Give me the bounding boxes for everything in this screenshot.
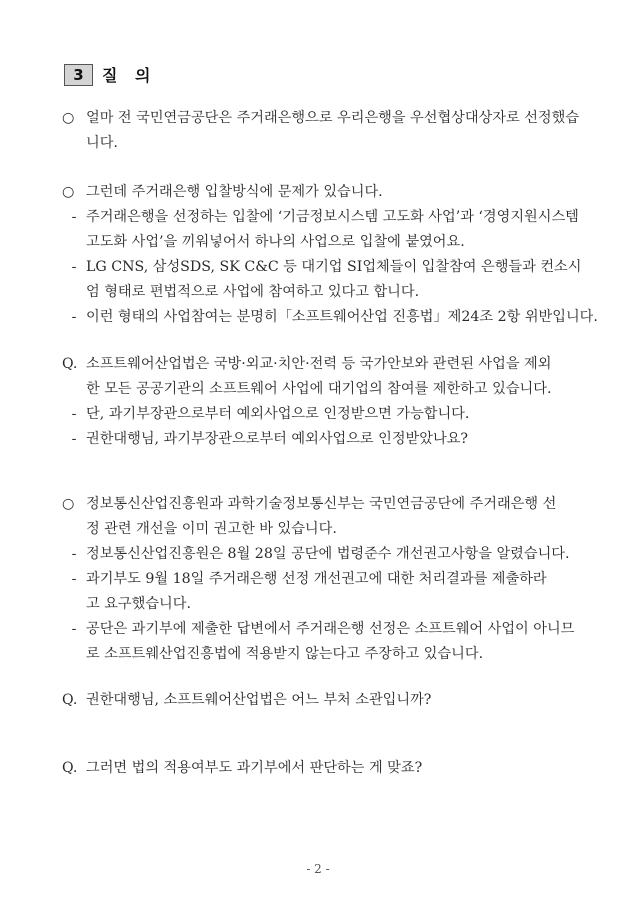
paragraph-line: ○ 그런데 주거래은행 입찰방식에 문제가 있습니다. [62,184,383,200]
question-line: Q. 소프트웨어산업법은 국방·외교·치안·전력 등 국가안보와 관련된 사업을 제외 [62,356,552,372]
paragraph-line: ○ 얼마 전 국민연금공단은 주거래은행으로 우리은행을 우선협상대상자로 선정했습 [62,110,580,126]
sub-item-line: 고도화 사업’을 끼워넣어서 하나의 사업으로 입찰에 붙였어요. [86,234,465,250]
sub-item-line: 엄 형태로 편법적으로 사업에 참여하고 있다고 합니다. [86,284,420,300]
sub-item-line: - 정보통신산업진흥원은 8월 28일 공단에 법령준수 개선권고사항을 알렸습니다. [62,544,570,564]
question-line: 한 모든 공공기관의 소프트웨어 사업에 대기업의 참여를 제한하고 있습니다. [86,381,552,397]
dash-bullet-icon: - [71,309,77,325]
section-heading [64,63,156,86]
section-number-box: 3 [64,64,93,86]
sub-item-line: - 주거래은행을 선정하는 입찰에 ‘기금정보시스템 고도화 사업’과 ‘경영지원시스템 [62,207,579,227]
dash-bullet-icon: - [71,406,77,422]
paragraph-line: 정 관련 개선을 이미 권고한 바 있습니다. [86,521,337,537]
question-line: Q. 권한대행님, 소프트웨어산업법은 어느 부처 소관입니까? [62,692,432,708]
dash-bullet-icon: - [71,209,77,225]
question-marker: Q. [62,760,78,776]
page-number: - 2 - [306,862,330,876]
dash-bullet-icon: - [71,546,77,562]
dash-bullet-icon: - [71,621,77,637]
sub-item-line: 고 요구했습니다. [86,596,191,612]
sub-item-line: - 공단은 과기부에 제출한 답변에서 주거래은행 선정은 소프트웨어 사업이 아니므 [62,619,574,639]
sub-item-line: - 권한대행님, 과기부장관으로부터 예외사업으로 인정받았나요? [62,429,468,449]
question-marker: Q. [62,692,78,708]
sub-item-line: - 단, 과기부장관으로부터 예외사업으로 인정받으면 가능합니다. [62,404,469,424]
dash-bullet-icon: - [71,431,77,447]
question-line: Q. 그러면 법의 적용여부도 과기부에서 판단하는 게 맞죠? [62,760,423,776]
sub-item-line: - 과기부도 9월 18일 주거래은행 선정 개선권고에 대한 처리결과를 제출하라 [62,569,547,589]
section-title: 질 의 [102,66,157,85]
sub-item-line: 로 소프트웨산업진흥법에 적용받지 않는다고 주장하고 있습니다. [86,646,484,662]
question-marker: Q. [62,356,78,372]
paragraph-line: 니다. [86,135,118,151]
dash-bullet-icon: - [71,571,77,587]
dash-bullet-icon: - [71,259,77,275]
sub-item-line: - LG CNS, 삼성SDS, SK C&C 등 대기업 SI업체들이 입찰참여 은행들과 컨소시 [62,257,581,277]
circle-bullet-icon: ○ [62,496,75,512]
sub-item-line: - 이런 형태의 사업참여는 분명히「소프트웨어산업 진흥법」제24조 2항 위반입니다. [62,307,598,327]
circle-bullet-icon: ○ [62,110,75,126]
circle-bullet-icon: ○ [62,184,75,200]
paragraph-line: ○ 정보통신산업진흥원과 과학기술정보통신부는 국민연금공단에 주거래은행 선 [62,496,557,512]
